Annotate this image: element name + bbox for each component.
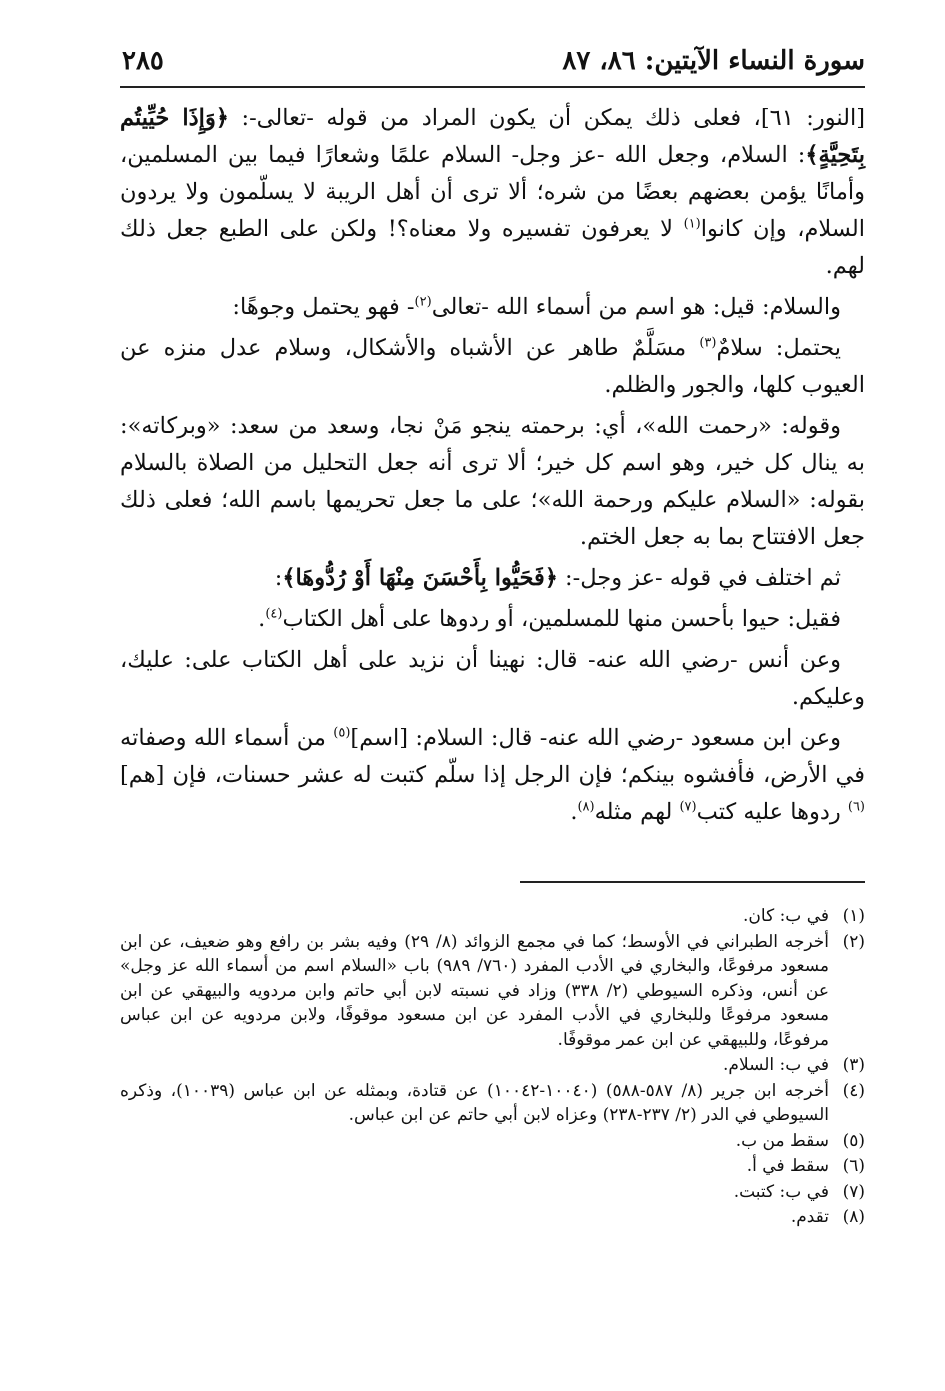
footnote-text: أخرجه ابن جرير (٨/ ٥٨٧-٥٨٨) (١٠٠٤٠-١٠٠٤٢) عن قتادة، وبمثله عن ابن عباس (١٠٠٣٩)، وذكره السيوطي في الدر (٢/ ٢٣٧-٢٣٨) وعزاه لابن أبي حاتم عن ابن عباس. [120,1080,830,1125]
text-run: من أسماء الله وصفاته في الأرض، فأفشوه بينكم؛ فإن الرجل إذا سلّم كتبت له عشر حسنات، فإن [هم] [120,725,866,788]
paragraph-6 [120,601,865,638]
quran-verse: ﴿وَإِذَا حُيِّيتُم بِتَحِيَّةٍ﴾ [120,105,865,168]
text-run: ردوها عليه كتب [696,799,848,825]
footnote-ref-2[interactable]: (٢) [414,294,432,310]
footnote-number: (٢) [842,931,865,952]
text-run: مسَلَّمٌ طاهر عن الأشباه والأشكال، وسلام عدل منزه عن العيوب كلها، والجور والظلم. [120,335,865,398]
text-run: والسلام: قيل: هو اسم من أسماء الله -تعالى [431,294,841,320]
running-header [120,38,865,88]
footnote-ref-4[interactable]: (٤) [265,606,283,622]
footnote-text: في ب: كان. [743,906,829,926]
paragraph-1 [120,100,865,285]
text-run: وعن ابن مسعود -رضي الله عنه- قال: السلام: [اسم] [350,725,841,751]
footnote-ref-5[interactable]: (٥) [333,725,351,741]
footnote-number: (٤) [842,1080,865,1101]
footnote-7 [120,1180,865,1205]
footnote-ref-6[interactable]: (٦) [847,799,865,815]
paragraph-4: وقوله: «رحمت الله»، أي: برحمته ينجو مَنْ نجا، وسعد من سعد: «وبركاته»: به ينال كل خير، وهو اسم كل خير؛ ألا ترى أنه جعل التحليل من الصلاة بالسلام بقوله: «السلام عليكم ورحمة الله»؛ على ما جعل تحريمها باسم الله؛ فعلى ذلك جعل الافتتاح بما به جعل الختم. [120,413,865,550]
text-run: لا يعرفون تفسيره ولا معناه؟! ولكن على الطبع جعل ذلك لهم. [120,216,865,279]
footnote-text: في ب: السلام. [723,1055,829,1075]
paragraph-8 [120,720,865,831]
footnote-number: (٧) [842,1181,865,1202]
paragraph-3 [120,330,865,404]
text-run: [النور: ٦١]، فعلى ذلك يمكن أن يكون المراد من قوله -تعالى-: [229,105,866,131]
text-run: . [570,799,578,825]
footnote-ref-3[interactable]: (٣) [699,335,717,351]
footnote-5 [120,1129,865,1154]
text-run: ثم اختلف في قوله -عز وجل-: [557,565,841,591]
footnote-text: تقدم. [790,1207,829,1227]
footnote-text: أخرجه الطبراني في الأوسط؛ كما في مجمع الزوائد (٨/ ٢٩) وفيه بشر بن رافع وهو ضعيف، عن ابن مسعود مرفوعًا، والبخاري في الأدب المفرد (٧٦٠/ ٩٨٩) باب «السلام اسم من أسماء الله عز وجل» عن أنس، وذكره السيوطي (٢/ ٣٣٨) وزاد في نسبته لابن أبي حاتم وابن مردويه والبيهقي عن ابن مسعود مرفوعًا وللبخاري في الأدب المفرد عن ابن مسعود موقوفًا، ولابن مردويه عن ابن عباس مرفوعًا، وللبيهقي عن ابن عمر موقوفًا. [120,931,829,1050]
text-run: : السلام، وجعل الله -عز وجل- السلام علمًا وشعارًا فيما بين المسلمين، وأمانًا يؤمن بعضهم بعضًا من شره؛ ألا ترى أن أهل الريبة لا يسلّمون ولا يردون السلام، وإن كانوا [120,142,865,242]
footnote-number: (٦) [842,1156,865,1176]
main-text [120,100,865,835]
text-run: . [258,606,266,632]
footnote-text: سقط من ب. [735,1130,829,1151]
footnote-6 [120,1154,865,1179]
footnote-2 [120,930,865,1053]
footnote-3 [120,1053,865,1078]
footnote-1 [120,904,865,929]
text-run: : [274,565,283,591]
text-run: لهم مثله [594,799,680,825]
text-run: فقيل: حيوا بأحسن منها للمسلمين، أو ردوها على أهل الكتاب [282,606,841,632]
footnote-ref-1[interactable]: (١) [683,216,701,232]
footnote-ref-8[interactable]: (٨) [577,799,595,815]
footnote-4 [120,1079,865,1128]
quran-verse: ﴿فَحَيُّوا بِأَحْسَنَ مِنْهَا أَوْ رُدُّوهَا﴾ [282,565,558,591]
footnote-number: (٥) [842,1130,865,1151]
header-surah-title: سورة النساء الآيتين: ٨٦، ٨٧ [562,46,865,76]
text-run: يحتمل: سلامٌ [716,335,841,361]
footnote-divider [520,881,865,883]
footnote-ref-7[interactable]: (٧) [679,799,697,815]
book-page [120,38,865,1358]
footnote-number: (٣) [842,1055,865,1075]
footnotes [120,904,865,1231]
paragraph-5 [120,560,865,597]
footnote-text: في ب: كتبت. [733,1181,829,1202]
text-run: - فهو يحتمل وجوهًا: [232,294,415,320]
paragraph-2 [120,289,865,326]
footnote-text: سقط في أ. [746,1156,829,1176]
paragraph-7: وعن أنس -رضي الله عنه- قال: نهينا أن نزيد على أهل الكتاب على: عليك، وعليكم. [120,647,865,710]
footnote-number: (١) [842,906,865,926]
page-number: ٢٨٥ [122,46,164,76]
footnote-number: (٨) [842,1207,865,1227]
footnote-8 [120,1205,865,1230]
